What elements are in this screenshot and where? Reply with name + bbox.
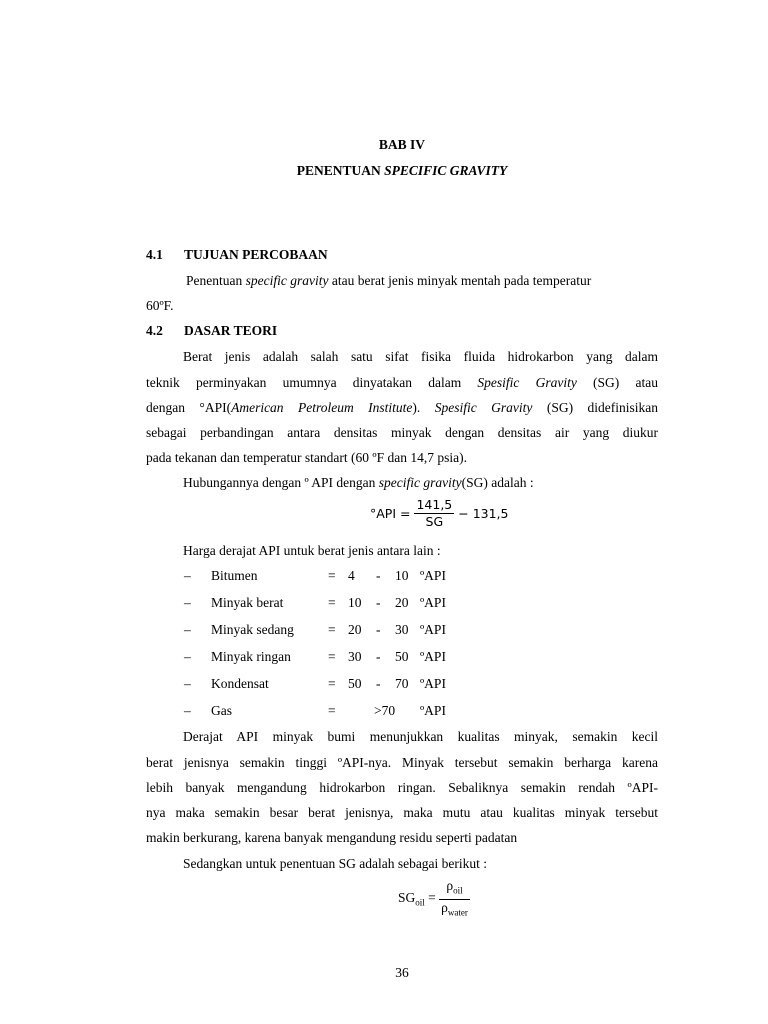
- section-number: 4.2: [146, 323, 163, 338]
- page-number: 36: [395, 965, 409, 980]
- paragraph-line: makin berkurang, karena banyak mengandung residu seperti padatan: [146, 830, 518, 845]
- list-item: – Minyak ringan = 30 - 50 ºAPI: [184, 649, 446, 664]
- paragraph-line: Hubungannya dengan º API dengan specific gravity(SG) adalah :: [183, 475, 534, 490]
- paragraph-line: lebih banyak mengandung hidrokarbon ringan. Sebaliknya semakin rendah ºAPI-: [146, 780, 658, 795]
- list-item: – Minyak berat = 10 - 20 ºAPI: [184, 595, 446, 610]
- list-item: – Gas = >70 ºAPI: [184, 703, 446, 718]
- sg-formula: $SG_{oil}$ = $\frac{\rho_{oil}}{\rho_{water}}$: [398, 878, 468, 918]
- api-formula: °API = $\frac{141,5}{SG}$ − 131,5: [370, 497, 509, 529]
- paragraph-line: sebagai perbandingan antara densitas minyak dengan densitas air yang diukur: [146, 425, 658, 440]
- list-intro: Harga derajat API untuk berat jenis antara lain :: [183, 543, 441, 558]
- paragraph-line: Penentuan specific gravity atau berat jenis minyak mentah pada temperatur: [186, 273, 592, 288]
- paragraph-line: 60ºF.: [146, 298, 174, 313]
- paragraph-line: Berat jenis adalah salah satu sifat fisika fluida hidrokarbon yang dalam: [183, 349, 658, 364]
- list-item: – Kondensat = 50 - 70 ºAPI: [184, 676, 446, 691]
- paragraph-line: pada tekanan dan temperatur standart (60 ºF dan 14,7 psia).: [146, 450, 467, 465]
- paragraph-line: teknik perminyakan umumnya dinyatakan dalam Spesific Gravity (SG) atau: [146, 375, 658, 390]
- section-title: DASAR TEORI: [184, 323, 278, 338]
- section-number: 4.1: [146, 247, 163, 262]
- paragraph-line: Sedangkan untuk penentuan SG adalah sebagai berikut :: [183, 856, 488, 871]
- paragraph-line: Derajat API minyak bumi menunjukkan kualitas minyak, semakin kecil: [183, 729, 658, 744]
- list-item: – Minyak sedang = 20 - 30 ºAPI: [184, 622, 446, 637]
- chapter-title: PENENTUAN SPECIFIC GRAVITY: [296, 163, 508, 178]
- paragraph-line: berat jenisnya semakin tinggi ºAPI-nya. Minyak tersebut semakin berharga karena: [146, 755, 658, 770]
- list-item: – Bitumen = 4 - 10 ºAPI: [184, 568, 446, 583]
- paragraph-line: dengan °API(American Petroleum Institute). Spesific Gravity (SG) didefinisikan: [146, 400, 658, 415]
- section-title: TUJUAN PERCOBAAN: [184, 247, 328, 262]
- paragraph-line: nya maka semakin besar berat jenisnya, maka mutu atau kualitas minyak tersebut: [146, 805, 658, 820]
- chapter-label: BAB IV: [378, 137, 426, 152]
